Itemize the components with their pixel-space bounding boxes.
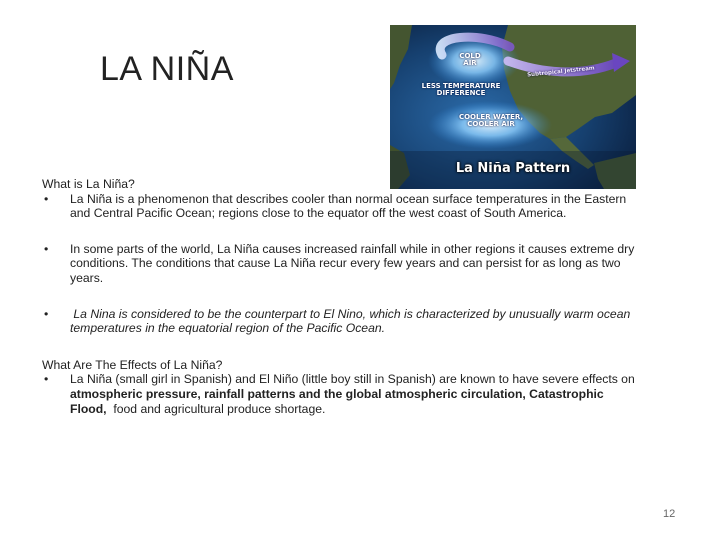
question-what-is: What is La Niña? [42,177,135,191]
question-effects: What Are The Effects of La Niña? [42,357,223,372]
effects-tail-text: food and agricultural produce shortage. [106,401,326,416]
effects-plain-text: La Niña (small girl in Spanish) and El Niño (little boy still in Spanish) are known to have severe effects on [70,372,639,387]
slide-title: LA NIÑA [100,50,234,88]
cold-air-label: COLD AIR [459,52,481,67]
list-item [42,307,642,336]
slide-body [42,177,642,416]
la-nina-map-image [390,25,636,189]
bullet-text-effects [70,372,642,416]
bullet-text-rainfall: In some parts of the world, La Niña causes increased rainfall while in other regions it causes extreme dry conditions. The conditions that cause La Niña recur every few years and can persist for as long as two years. [70,241,635,285]
less-temperature-difference-label: LESS TEMPERATURE DIFFERENCE [421,82,501,97]
list-item [42,242,642,286]
bullet-symbol: • [44,191,49,206]
bullet-symbol: • [44,241,49,256]
list-item [42,192,642,221]
bullet-symbol: • [44,306,49,321]
effects-bold-text: atmospheric pressure, rainfall patterns and the global atmospheric circulation, Catastrophic Flood, [70,386,608,416]
page-number: 12 [663,508,676,520]
bullet-symbol: • [44,372,49,387]
bullet-text-counterpart: La Nina is considered to be the counterpart to El Nino, which is characterized by unusually warm ocean temperatures in the equatorial region of the Pacific Ocean. [70,306,634,336]
bullet-text-definition: La Niña is a phenomenon that describes cooler than normal ocean surface temperatures in the Eastern and Central Pacific Ocean; regions close to the equator off the west coast of South America. [70,191,627,221]
figure-caption: La Niña Pattern [455,161,571,176]
list-item [42,372,642,416]
cooler-water-label: COOLER WATER, COOLER AIR [458,113,524,128]
jet-stream-label: Subtropical Jetstream [526,65,595,79]
